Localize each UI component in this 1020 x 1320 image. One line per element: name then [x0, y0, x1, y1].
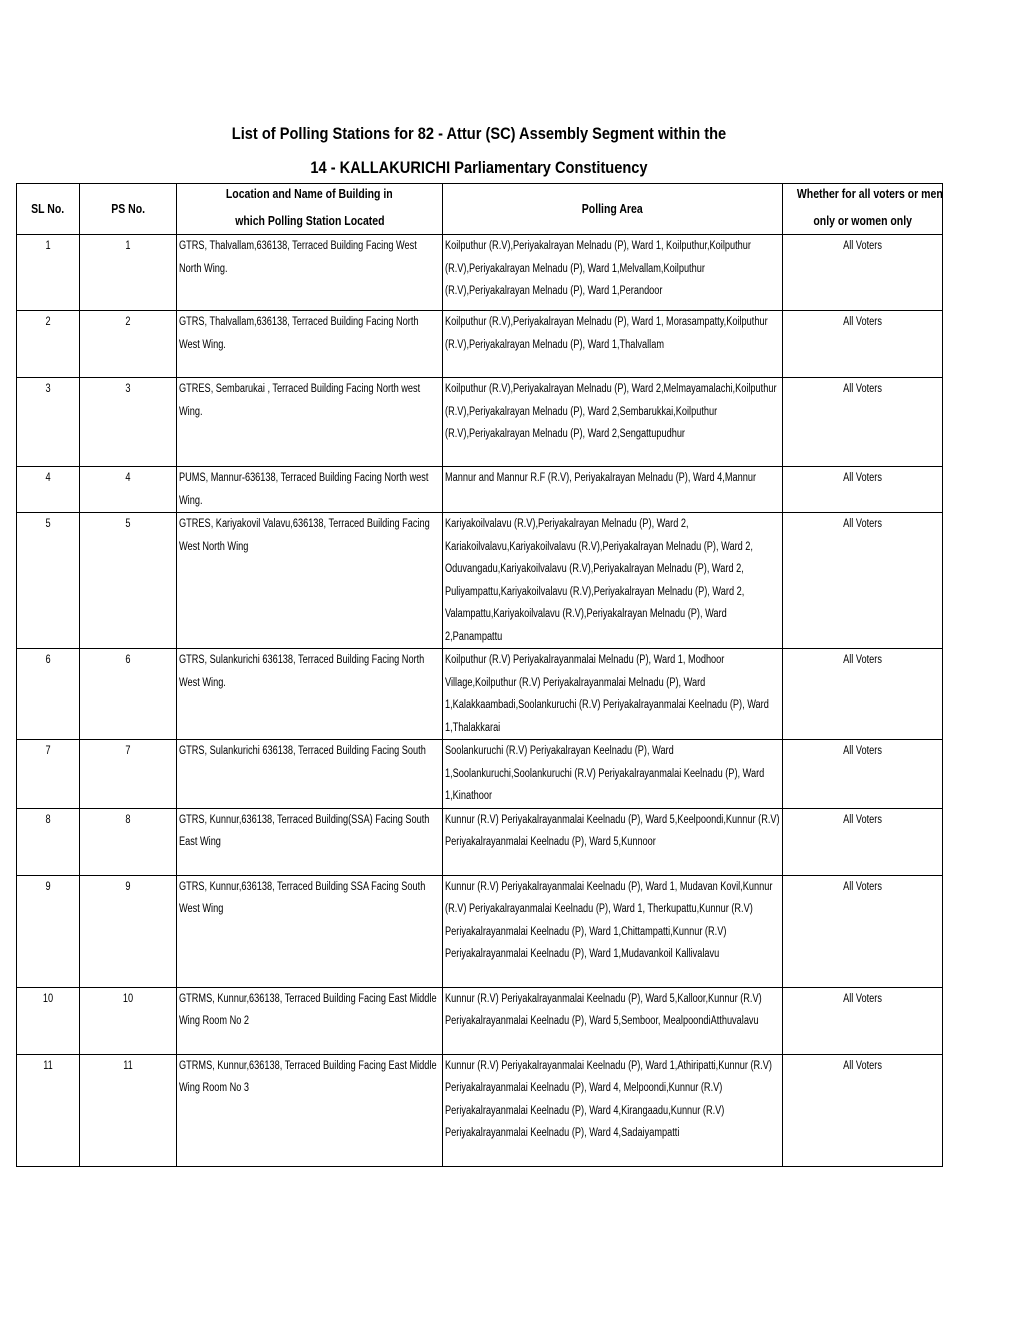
polling-area-cell: Kariyakoilvalavu (R.V),Periyakalrayan Melnadu (P), Ward 2, Kariakoilvalavu,Kariyakoilvalavu (R.V),Periyakalrayan Melnadu (P), Ward 2, Oduvangadu,Kariyakoilvalavu (R.V),Periyakalrayan Melnadu (P), Ward 2, Puliyampattu,Kariyakoilvalavu (R.V),Periyakalrayan Melnadu (P), Ward 2, Valampattu,Kariyakoilvalavu (R.V),Periyakalrayan Melnadu (P), Ward 2,Panampattu [443, 513, 783, 649]
location-cell: GTRS, Kunnur,636138, Terraced Building(SSA) Facing South East Wing [177, 808, 443, 875]
header-polling-area: Polling Area [443, 184, 783, 235]
voter-type-cell: All Voters [783, 808, 943, 875]
ps-no-cell: 9 [80, 875, 177, 987]
location-cell: GTRS, Thalvallam,636138, Terraced Building Facing West North Wing. [177, 235, 443, 311]
voter-type-cell: All Voters [783, 513, 943, 649]
ps-no-cell: 2 [80, 311, 177, 378]
polling-area-cell: Koilputhur (R.V) Periyakalrayanmalai Melnadu (P), Ward 1, Modhoor Village,Koilputhur (R.V) Periyakalrayanmalai Melnadu (P), Ward 1,Kalakkaambadi,Soolankuruchi (R.V) Periyakalrayanmalai Keelnadu (P), Ward 1,Thalakkarai [443, 649, 783, 740]
polling-area-cell: Kunnur (R.V) Periyakalrayanmalai Keelnadu (P), Ward 5,Kalloor,Kunnur (R.V) Periyakalrayanmalai Keelnadu (P), Ward 5,Semboor, MealpoondiAtthuvalavu [443, 987, 783, 1054]
ps-no-cell: 3 [80, 378, 177, 467]
table-row [17, 987, 943, 1054]
table-header-row [17, 184, 943, 235]
sl-no-cell: 5 [17, 513, 80, 649]
sl-no-cell: 1 [17, 235, 80, 311]
sl-no-cell: 9 [17, 875, 80, 987]
location-cell: GTRS, Sulankurichi 636138, Terraced Building Facing South [177, 740, 443, 809]
table-row [17, 467, 943, 513]
table-row [17, 513, 943, 649]
sl-no-cell: 3 [17, 378, 80, 467]
table-row [17, 378, 943, 467]
header-ps-no: PS No. [80, 184, 177, 235]
sl-no-cell: 2 [17, 311, 80, 378]
voter-type-cell: All Voters [783, 467, 943, 513]
table-row [17, 875, 943, 987]
ps-no-cell: 1 [80, 235, 177, 311]
sl-no-cell: 8 [17, 808, 80, 875]
polling-area-cell: Koilputhur (R.V),Periyakalrayan Melnadu (P), Ward 1, Morasampatty,Koilputhur (R.V),Periyakalrayan Melnadu (P), Ward 1,Thalvallam [443, 311, 783, 378]
polling-area-cell: Soolankuruchi (R.V) Periyakalrayan Keelnadu (P), Ward 1,Soolankuruchi,Soolankuruchi (R.V) Periyakalrayanmalai Keelnadu (P), Ward 1,Kinathoor [443, 740, 783, 809]
voter-type-cell: All Voters [783, 649, 943, 740]
table-row [17, 649, 943, 740]
location-cell: GTRMS, Kunnur,636138, Terraced Building Facing East Middle Wing Room No 3 [177, 1054, 443, 1166]
table-row [17, 1054, 943, 1166]
header-voter-type: Whether for all voters or men only or women only [783, 184, 943, 235]
header-sl-no: SL No. [17, 184, 80, 235]
location-cell: PUMS, Mannur-636138, Terraced Building Facing North west Wing. [177, 467, 443, 513]
ps-no-cell: 6 [80, 649, 177, 740]
location-cell: GTRS, Kunnur,636138, Terraced Building SSA Facing South West Wing [177, 875, 443, 987]
ps-no-cell: 10 [80, 987, 177, 1054]
ps-no-cell: 11 [80, 1054, 177, 1166]
polling-area-cell: Koilputhur (R.V),Periyakalrayan Melnadu (P), Ward 1, Koilputhur,Koilputhur (R.V),Periyakalrayan Melnadu (P), Ward 1,Melvallam,Koilputhur (R.V),Periyakalrayan Melnadu (P), Ward 1,Perandoor [443, 235, 783, 311]
polling-area-cell: Kunnur (R.V) Periyakalrayanmalai Keelnadu (P), Ward 1,Athiripatti,Kunnur (R.V) Periyakalrayanmalai Keelnadu (P), Ward 4, Melpoondi,Kunnur (R.V) Periyakalrayanmalai Keelnadu (P), Ward 4,Kirangaadu,Kunnur (R.V) Periyakalrayanmalai Keelnadu (P), Ward 4,Sadaiyampatti [443, 1054, 783, 1166]
table-row [17, 740, 943, 809]
ps-no-cell: 8 [80, 808, 177, 875]
voter-type-cell: All Voters [783, 987, 943, 1054]
ps-no-cell: 7 [80, 740, 177, 809]
page-subtitle: 14 - KALLAKURICHI Parliamentary Constituency [310, 158, 648, 177]
voter-type-cell: All Voters [783, 1054, 943, 1166]
voter-type-cell: All Voters [783, 311, 943, 378]
sl-no-cell: 4 [17, 467, 80, 513]
location-cell: GTRMS, Kunnur,636138, Terraced Building Facing East Middle Wing Room No 2 [177, 987, 443, 1054]
sl-no-cell: 7 [17, 740, 80, 809]
polling-stations-table [16, 183, 943, 1167]
location-cell: GTRS, Sulankurichi 636138, Terraced Building Facing North West Wing. [177, 649, 443, 740]
voter-type-cell: All Voters [783, 235, 943, 311]
ps-no-cell: 5 [80, 513, 177, 649]
polling-area-cell: Koilputhur (R.V),Periyakalrayan Melnadu (P), Ward 2,Melmayamalachi,Koilputhur (R.V),Periyakalrayan Melnadu (P), Ward 2,Sembarukkai,Koilputhur (R.V),Periyakalrayan Melnadu (P), Ward 2,Sengattupudhur [443, 378, 783, 467]
location-cell: GTRES, Sembarukai , Terraced Building Facing North west Wing. [177, 378, 443, 467]
polling-area-cell: Kunnur (R.V) Periyakalrayanmalai Keelnadu (P), Ward 5,Keelpoondi,Kunnur (R.V) Periyakalrayanmalai Keelnadu (P), Ward 5,Kunnoor [443, 808, 783, 875]
polling-area-cell: Kunnur (R.V) Periyakalrayanmalai Keelnadu (P), Ward 1, Mudavan Kovil,Kunnur (R.V) Periyakalrayanmalai Keelnadu (P), Ward 1, Therkupattu,Kunnur (R.V) Periyakalrayanmalai Keelnadu (P), Ward 1,Chittampatti,Kunnur (R.V) Periyakalrayanmalai Keelnadu (P), Ward 1,Mudavankoil Kallivalavu [443, 875, 783, 987]
sl-no-cell: 11 [17, 1054, 80, 1166]
location-cell: GTRS, Thalvallam,636138, Terraced Building Facing North West Wing. [177, 311, 443, 378]
header-location: Location and Name of Building in which Polling Station Located [177, 184, 443, 235]
polling-area-cell: Mannur and Mannur R.F (R.V), Periyakalrayan Melnadu (P), Ward 4,Mannur [443, 467, 783, 513]
table-row [17, 311, 943, 378]
voter-type-cell: All Voters [783, 875, 943, 987]
page-title: List of Polling Stations for 82 - Attur (SC) Assembly Segment within the [231, 124, 727, 143]
sl-no-cell: 6 [17, 649, 80, 740]
location-cell: GTRES, Kariyakovil Valavu,636138, Terraced Building Facing West North Wing [177, 513, 443, 649]
voter-type-cell: All Voters [783, 740, 943, 809]
ps-no-cell: 4 [80, 467, 177, 513]
table-row [17, 235, 943, 311]
voter-type-cell: All Voters [783, 378, 943, 467]
sl-no-cell: 10 [17, 987, 80, 1054]
table-row [17, 808, 943, 875]
